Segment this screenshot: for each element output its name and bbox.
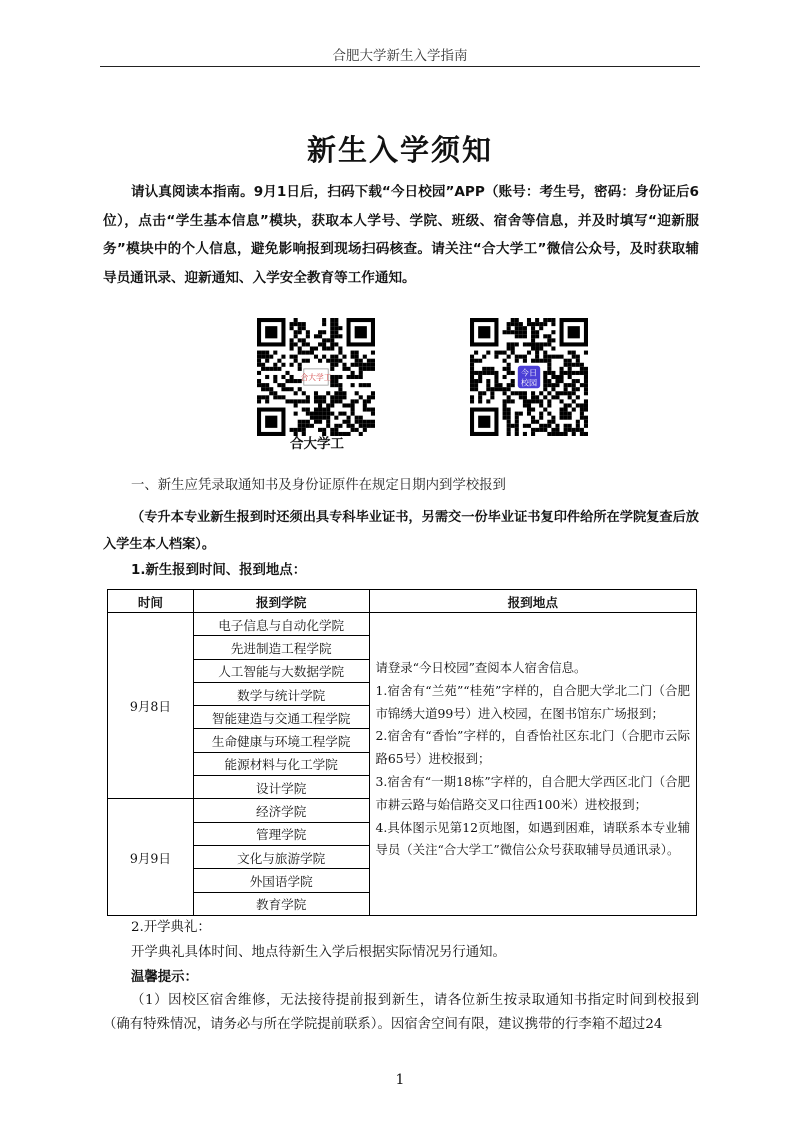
tip-1: （1）因校区宿舍维修，无法接待提前报到新生，请各位新生按录取通知书指定时间到校报到（确有特殊情况，请务必与所在学院提前联系）。因宿舍空间有限，建议携带的行李箱不超过24 [103, 993, 699, 1032]
location-line: 请登录“今日校园”查阅本人宿舍信息。 [375, 660, 587, 675]
location-line: 4.具体图示见第12页地图，如遇到困难，请联系本专业辅导员（关注“合大学工”微信公众号获取辅导员通讯录）。 [375, 819, 690, 858]
section-1-note: （专升本专业新生报到时还须出具专科毕业证书，另需交一份毕业证书复印件给所在学院复查后放入学生本人档案）。 [103, 510, 699, 552]
header-location: 报到地点 [369, 590, 696, 613]
college-cell: 经济学院 [193, 799, 369, 822]
intro-paragraph: 请认真阅读本指南。9月1日后，扫码下载“今日校园”APP（账号：考生号，密码：身份证后6位），点击“学生基本信息”模块，获取本人学号、学院、班级、宿舍等信息，并及时填写“迎新服务”模块中的个人信息，避免影响报到现场扫码核查。请关注“合大学工”微信公众号，及时获取辅导员通讯录、迎新通知、入学安全教育等工作通知。 [103, 184, 699, 286]
college-cell: 人工智能与大数据学院 [193, 659, 369, 682]
header-college: 报到学院 [193, 590, 369, 613]
college-cell: 生命健康与环境工程学院 [193, 729, 369, 752]
date-cell-day2: 9月9日 [108, 799, 194, 915]
college-cell: 文化与旅游学院 [193, 845, 369, 868]
qr-center-label: 校园 [520, 377, 538, 388]
section-1-heading: 一、新生应凭录取通知书及身份证原件在规定日期内到学校报到 [131, 478, 506, 493]
qr-code-jinrixiaoyuan [470, 318, 588, 436]
page-header: 合肥大学新生入学指南 [332, 48, 468, 64]
college-cell: 外国语学院 [193, 869, 369, 892]
subheading-registration: 1.新生报到时间、报到地点： [131, 563, 307, 578]
header-time: 时间 [108, 590, 194, 613]
ceremony-text: 开学典礼具体时间、地点待新生入学后根据实际情况另行通知。 [131, 945, 506, 960]
table-row [108, 613, 697, 636]
qr-code-hedaxuegong [257, 318, 375, 436]
college-cell: 电子信息与自动化学院 [193, 613, 369, 636]
page-number: 1 [395, 1072, 405, 1088]
subheading-ceremony: 2.开学典礼： [131, 920, 211, 935]
college-cell: 管理学院 [193, 822, 369, 845]
college-cell: 设计学院 [193, 776, 369, 799]
table-header-row [108, 590, 697, 613]
location-line: 3.宿舍有“一期18栋”字样的，自合肥大学西区北门（合肥市耕云路与始信路交叉口往西100米）进校报到； [375, 773, 690, 812]
qr-caption: 合大学工 [290, 436, 344, 452]
date-cell-day1: 9月8日 [108, 613, 194, 799]
qr-center-label: 今日 [520, 367, 538, 378]
location-line: 1.宿舍有“兰苑”“桂苑”字样的，自合肥大学北二门（合肥市锦绣大道99号）进入校园，在图书馆东广场报到； [375, 682, 690, 721]
qr-center-label: 合大学工 [300, 372, 332, 382]
college-cell: 数学与统计学院 [193, 682, 369, 705]
college-cell: 智能建造与交通工程学院 [193, 706, 369, 729]
header-rule [100, 66, 700, 67]
college-cell: 教育学院 [193, 892, 369, 915]
tips-heading: 温馨提示： [131, 970, 198, 985]
doc-title: 新生入学须知 [306, 133, 493, 167]
location-cell [369, 613, 696, 916]
registration-table [107, 589, 697, 916]
location-line: 2.宿舍有“香怡”字样的，自香怡社区东北门（合肥市云际路65号）进校报到； [375, 728, 690, 767]
college-cell: 先进制造工程学院 [193, 636, 369, 659]
college-cell: 能源材料与化工学院 [193, 752, 369, 775]
